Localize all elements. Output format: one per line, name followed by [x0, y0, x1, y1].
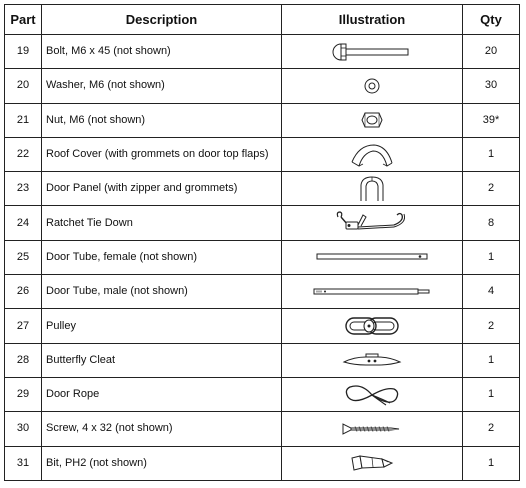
header-description: Description: [42, 5, 282, 35]
table-row: [5, 275, 520, 309]
part-description: Door Tube, male (not shown): [42, 275, 282, 309]
bit-icon: [348, 454, 396, 472]
part-illustration: [282, 275, 463, 309]
ratchet-tie-down-icon: [332, 209, 412, 237]
part-qty: 1: [463, 137, 520, 171]
part-description: Ratchet Tie Down: [42, 206, 282, 240]
nut-icon: [360, 111, 384, 129]
part-illustration: [282, 35, 463, 69]
table-row: [5, 206, 520, 240]
part-number: 30: [5, 412, 42, 446]
part-illustration: [282, 309, 463, 343]
table-row: [5, 343, 520, 377]
part-description: Butterfly Cleat: [42, 343, 282, 377]
part-description: Pulley: [42, 309, 282, 343]
table-row: [5, 172, 520, 206]
part-qty: 1: [463, 377, 520, 411]
part-number: 25: [5, 240, 42, 274]
part-illustration: [282, 69, 463, 103]
part-qty: 1: [463, 343, 520, 377]
part-qty: 30: [463, 69, 520, 103]
part-description: Bolt, M6 x 45 (not shown): [42, 35, 282, 69]
part-illustration: [282, 343, 463, 377]
table-row: [5, 103, 520, 137]
part-qty: 20: [463, 35, 520, 69]
door-rope-icon: [342, 381, 402, 409]
part-number: 27: [5, 309, 42, 343]
part-qty: 1: [463, 446, 520, 480]
part-number: 29: [5, 377, 42, 411]
header-qty: Qty: [463, 5, 520, 35]
butterfly-cleat-icon: [342, 353, 402, 367]
part-illustration: [282, 172, 463, 206]
part-number: 24: [5, 206, 42, 240]
table-row: [5, 69, 520, 103]
door-tube-male-icon: [313, 287, 431, 297]
table-row: [5, 240, 520, 274]
part-qty: 4: [463, 275, 520, 309]
part-description: Roof Cover (with grommets on door top flaps): [42, 137, 282, 171]
part-description: Door Rope: [42, 377, 282, 411]
part-qty: 1: [463, 240, 520, 274]
door-tube-female-icon: [316, 252, 428, 262]
part-qty: 39*: [463, 103, 520, 137]
header-part: Part: [5, 5, 42, 35]
part-illustration: [282, 103, 463, 137]
parts-table: [4, 4, 520, 481]
part-illustration: [282, 446, 463, 480]
part-description: Nut, M6 (not shown): [42, 103, 282, 137]
part-qty: 8: [463, 206, 520, 240]
screw-icon: [341, 423, 403, 435]
roof-cover-icon: [349, 142, 395, 168]
part-qty: 2: [463, 172, 520, 206]
header-illustration: Illustration: [282, 5, 463, 35]
part-number: 23: [5, 172, 42, 206]
part-description: Door Panel (with zipper and grommets): [42, 172, 282, 206]
part-number: 21: [5, 103, 42, 137]
part-description: Washer, M6 (not shown): [42, 69, 282, 103]
part-qty: 2: [463, 309, 520, 343]
part-number: 28: [5, 343, 42, 377]
part-number: 31: [5, 446, 42, 480]
table-row: [5, 35, 520, 69]
table-row: [5, 137, 520, 171]
part-number: 26: [5, 275, 42, 309]
part-number: 19: [5, 35, 42, 69]
part-illustration: [282, 412, 463, 446]
part-description: Screw, 4 x 32 (not shown): [42, 412, 282, 446]
part-description: Bit, PH2 (not shown): [42, 446, 282, 480]
part-illustration: [282, 206, 463, 240]
part-illustration: [282, 137, 463, 171]
part-number: 20: [5, 69, 42, 103]
part-qty: 2: [463, 412, 520, 446]
pulley-icon: [343, 313, 401, 339]
part-illustration: [282, 240, 463, 274]
table-row: [5, 412, 520, 446]
table-row: [5, 446, 520, 480]
part-number: 22: [5, 137, 42, 171]
table-row: [5, 309, 520, 343]
header-row: [5, 5, 520, 35]
washer-icon: [362, 76, 382, 96]
door-panel-icon: [357, 175, 387, 203]
part-illustration: [282, 377, 463, 411]
table-row: [5, 377, 520, 411]
bolt-icon: [332, 41, 412, 63]
part-description: Door Tube, female (not shown): [42, 240, 282, 274]
